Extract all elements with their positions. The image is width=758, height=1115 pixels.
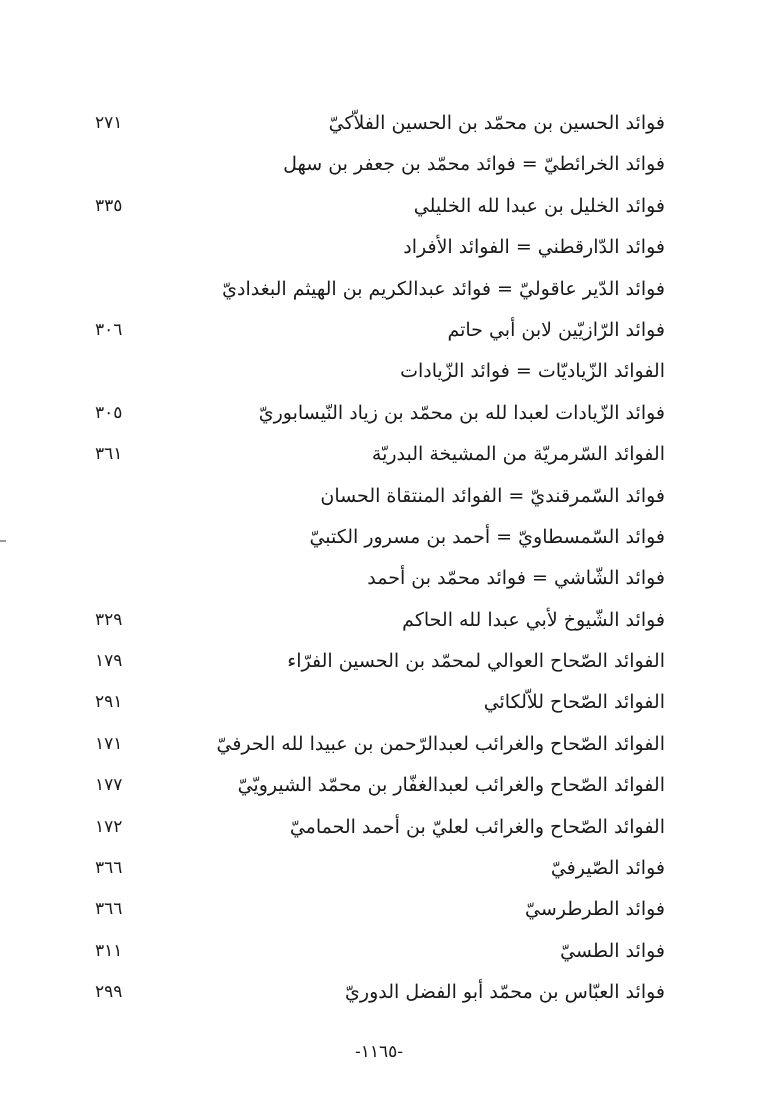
index-entry — [95, 558, 665, 599]
index-entry — [95, 889, 665, 930]
index-entry — [95, 186, 665, 227]
index-entry — [95, 434, 665, 475]
entry-title: فوائد الطرطرسيّ — [525, 898, 665, 921]
entry-title: الفوائد الصّحاح العوالي لمحمّد بن الحسين الفرّاء — [287, 650, 665, 673]
entry-page-number: ٣٠٦ — [95, 319, 123, 340]
entry-title: فوائد الدّير عاقوليّ = فوائد عبدالكريم بن الهيثم البغداديّ — [222, 277, 665, 300]
entry-title: فوائد الرّازيّين لابن أبي حاتم — [447, 318, 665, 341]
index-entry — [95, 641, 665, 682]
index-entry — [95, 807, 665, 848]
entry-title: فوائد الشّيوخ لأبي عبدا لله الحاكم — [402, 608, 665, 631]
entry-page-number: ١٧٢ — [95, 816, 123, 837]
index-entry — [95, 351, 665, 392]
entry-title: فوائد الخليل بن عبدا لله الخليلي — [413, 194, 665, 217]
entry-page-number: ٣٦٦ — [95, 899, 123, 920]
index-entry — [95, 476, 665, 517]
index-entry — [95, 227, 665, 268]
edge-mark — [0, 540, 6, 542]
entry-title: الفوائد الزّياديّات = فوائد الزّيادات — [400, 360, 665, 383]
entry-page-number: ١٧٩ — [95, 651, 123, 672]
index-entry — [95, 682, 665, 723]
entry-page-number: ٢٩١ — [95, 692, 123, 713]
index-entry — [95, 269, 665, 310]
entry-title: الفوائد الصّحاح والغرائب لعبدالغفّار بن محمّد الشيرويّيّ — [237, 774, 665, 797]
index-entries — [95, 103, 665, 1014]
entry-page-number: ٣٦١ — [95, 444, 123, 465]
entry-title: فوائد السّمرقنديّ = الفوائد المنتقاة الحسان — [320, 484, 665, 507]
index-entry — [95, 310, 665, 351]
index-entry — [95, 517, 665, 558]
entry-page-number: ٣٦٦ — [95, 858, 123, 879]
entry-title: الفوائد السّرمريّة من المشيخة البدريّة — [371, 443, 665, 466]
index-entry — [95, 144, 665, 185]
entry-title: فوائد الزّيادات لعبدا لله بن محمّد بن زياد النّيسابوريّ — [258, 401, 665, 424]
entry-page-number: ٢٩٩ — [95, 982, 123, 1003]
page-number: -١١٦٥- — [354, 1042, 404, 1062]
entry-title: فوائد الشّاشي = فوائد محمّد بن أحمد — [367, 567, 665, 590]
index-entry — [95, 972, 665, 1013]
index-entry — [95, 393, 665, 434]
index-entry — [95, 103, 665, 144]
index-entry — [95, 600, 665, 641]
entry-title: الفوائد الصّحاح والغرائب لعليّ بن أحمد الحماميّ — [289, 815, 665, 838]
entry-title: فوائد الصّيرفيّ — [550, 857, 665, 880]
entry-page-number: ٣٣٥ — [95, 195, 123, 216]
index-entry — [95, 931, 665, 972]
index-entry — [95, 765, 665, 806]
entry-page-number: ٣٠٥ — [95, 402, 123, 423]
entry-title: فوائد الدّارقطني = الفوائد الأفراد — [403, 236, 665, 259]
entry-title: فوائد السّمسطاويّ = أحمد بن مسرور الكتبيّ — [309, 525, 665, 548]
index-entry — [95, 724, 665, 765]
entry-page-number: ٢٧١ — [95, 113, 123, 133]
index-entry — [95, 848, 665, 889]
entry-title: الفوائد الصّحاح للاّلكائي — [483, 691, 665, 714]
entry-page-number: ٣١١ — [95, 940, 123, 961]
entry-page-number: ١٧٧ — [95, 775, 123, 796]
entry-title: الفوائد الصّحاح والغرائب لعبدالرّحمن بن عبيدا لله الحرفيّ — [216, 732, 665, 755]
entry-page-number: ٣٢٩ — [95, 609, 123, 630]
entry-title: فوائد الطسيّ — [560, 939, 665, 962]
entry-title: فوائد الخرائطيّ = فوائد محمّد بن جعفر بن سهل — [283, 153, 665, 176]
entry-title: فوائد الحسين بن محمّد بن الحسين الفلاّكيّ — [328, 112, 665, 134]
entry-title: فوائد العبّاس بن محمّد أبو الفضل الدوريّ — [345, 981, 665, 1004]
entry-page-number: ١٧١ — [95, 733, 123, 754]
